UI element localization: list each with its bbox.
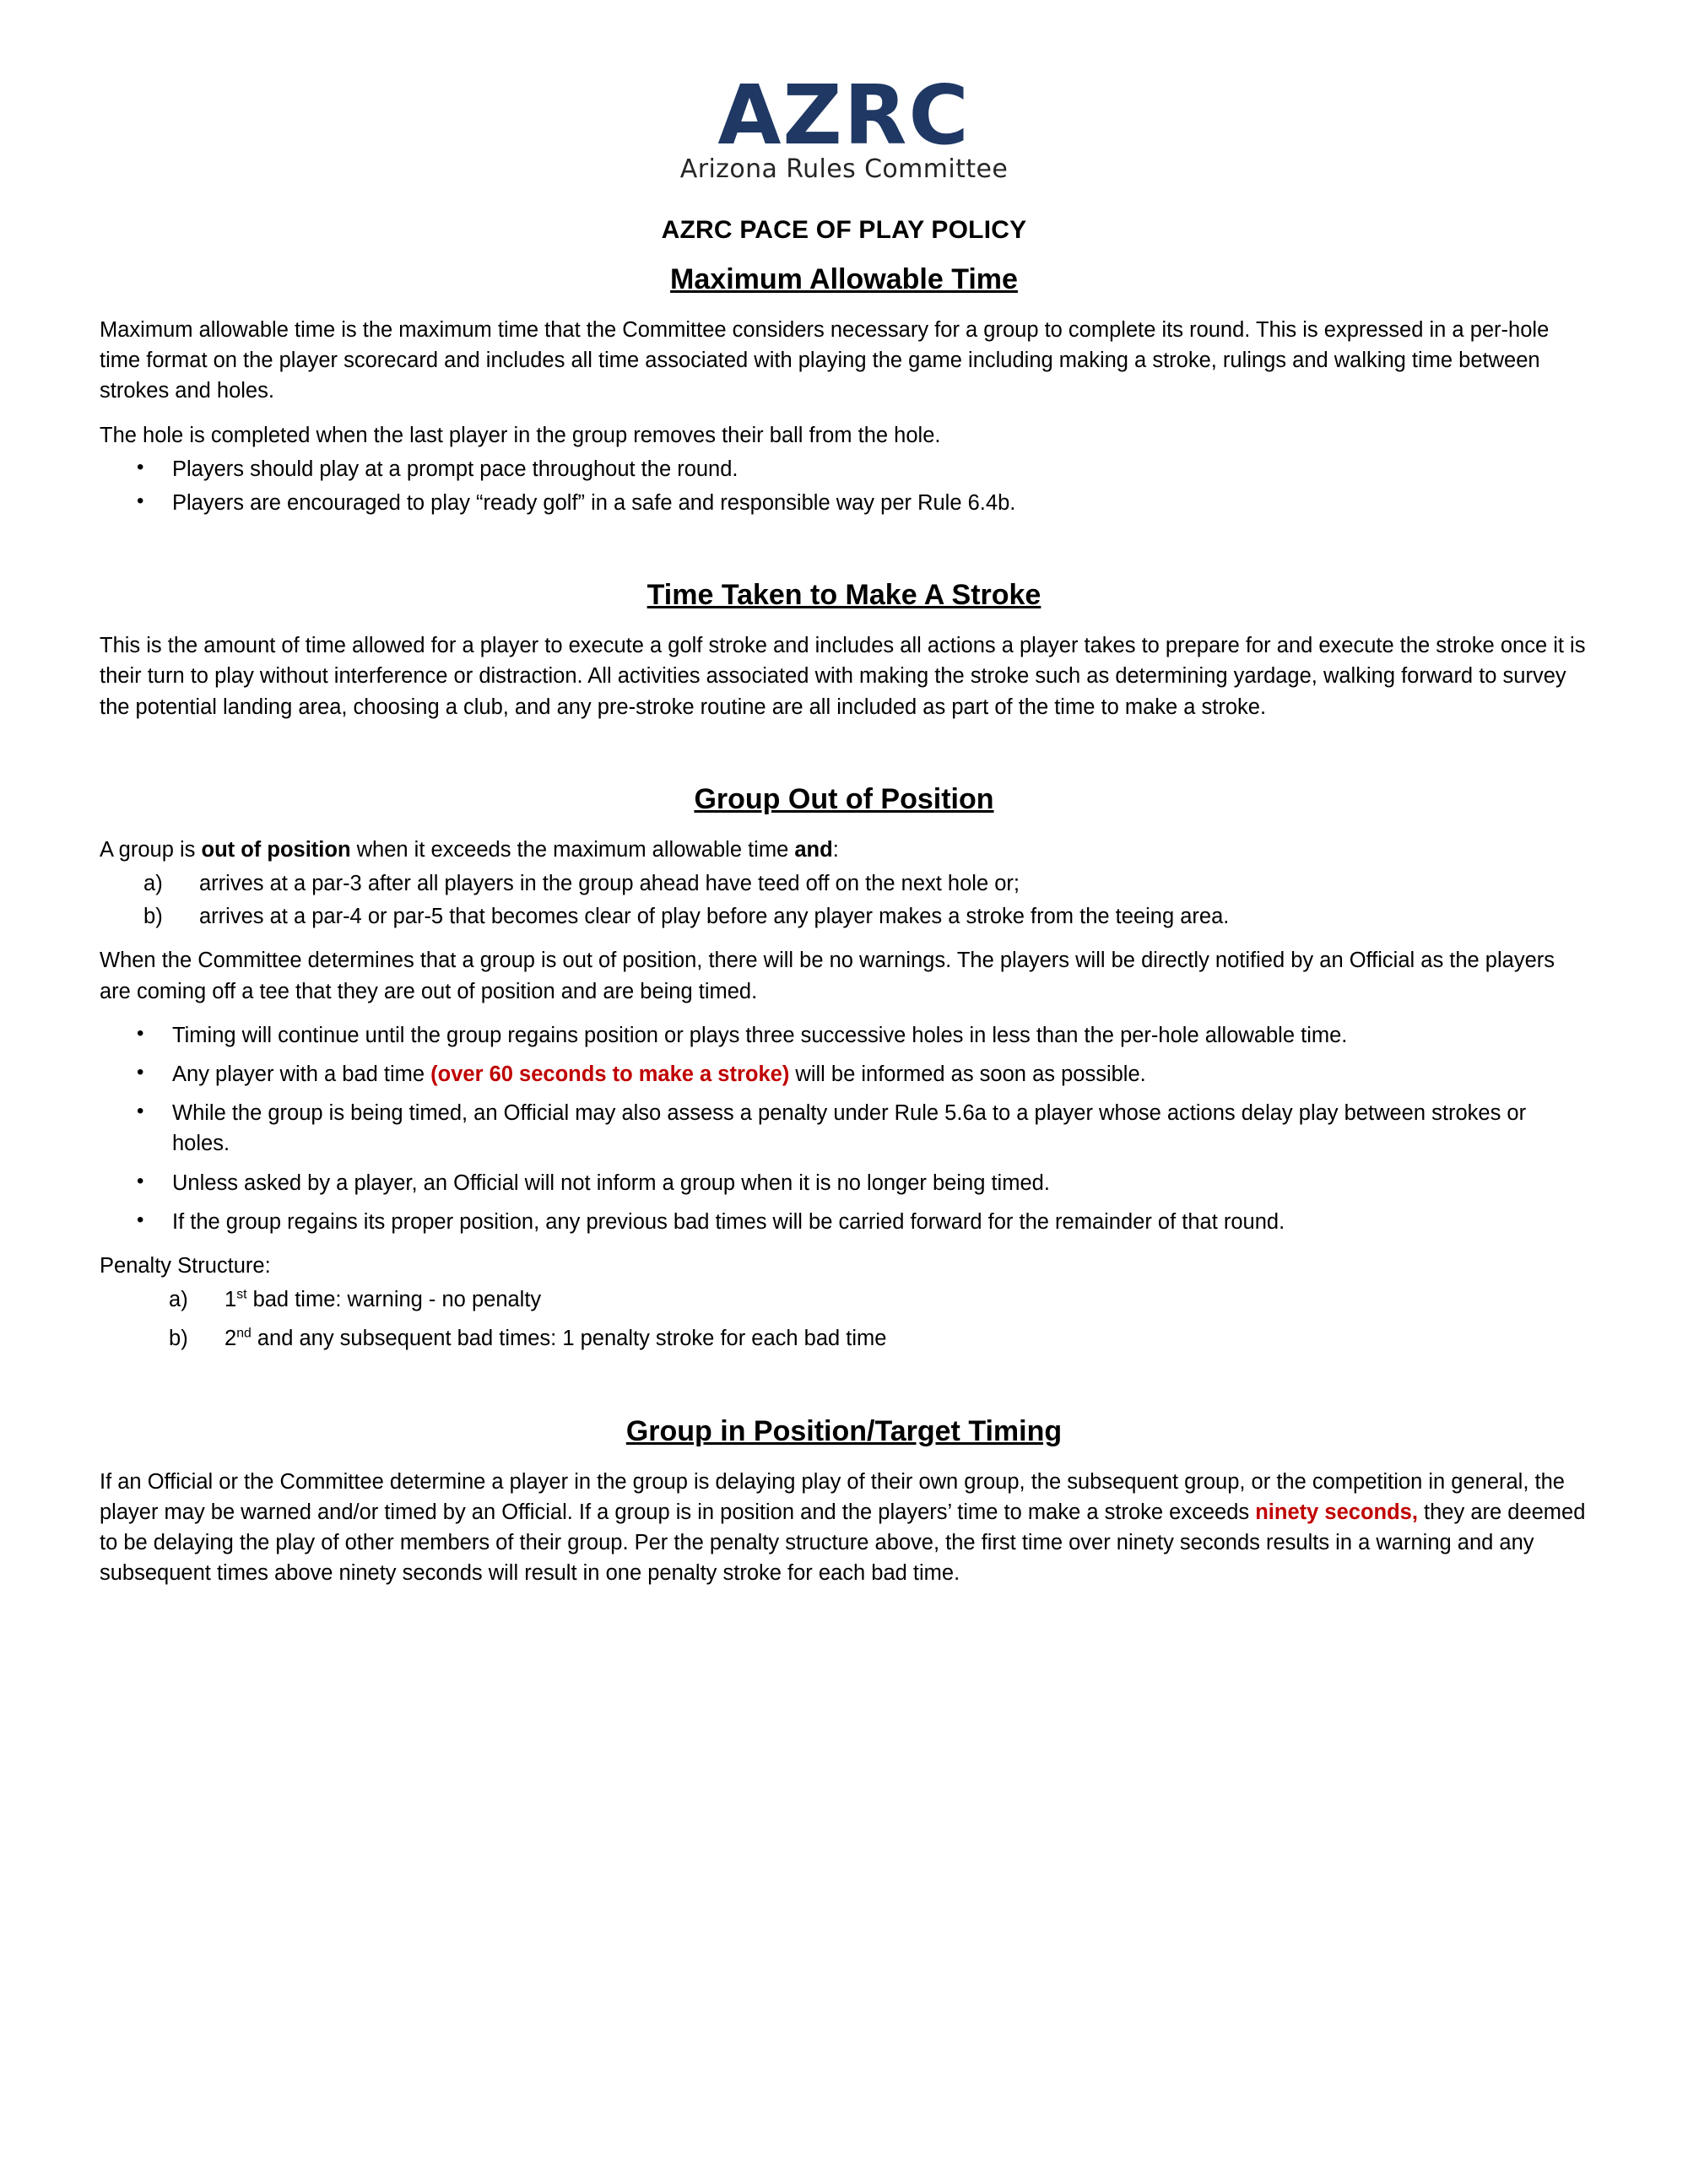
spacer xyxy=(100,1368,1588,1415)
intro-mid: when it exceeds the maximum allowable time xyxy=(350,837,795,862)
list-max-time-bullets xyxy=(100,454,1588,518)
section-heading-group-in-position-target-timing: Group in Position/Target Timing xyxy=(625,1414,1063,1447)
paragraph-out-of-position-intro xyxy=(100,835,1588,865)
bad-time-red-text: (over 60 seconds to make a stroke) xyxy=(430,1062,790,1086)
list-item xyxy=(225,1284,1588,1315)
list-penalty-structure xyxy=(100,1284,1588,1354)
list-out-of-position-conditions xyxy=(100,868,1588,932)
logo-acronym: AZRC xyxy=(717,68,971,163)
penalty-number: 2 xyxy=(225,1327,237,1351)
list-item: • Players are encouraged to play “ready golf” in a safe and responsible way per Rule 6.4b. xyxy=(172,488,1588,518)
paragraph-no-warnings: When the Committee determines that a group is out of position, there will be no warnings. The players will be directly notified by an Official as the players are coming off a tee that they are out of position and are being timed. xyxy=(100,949,1555,1003)
section-heading-maximum-allowable-time: Maximum Allowable Time xyxy=(670,262,1018,295)
intro-prefix: A group is xyxy=(100,837,202,862)
target-timing-prefix: If an Official or the Committee determine a player in the group is delaying play of their own group, the subsequent group, or the competition in general, the player may be warned and/or timed by an Official. If a group is in position and the players’ time to make a stroke exceeds xyxy=(100,1469,1565,1524)
penalty-ordinal-suffix: st xyxy=(236,1287,247,1302)
intro-bold-and: and xyxy=(794,837,833,862)
azrc-logo xyxy=(100,68,1588,184)
list-item: • If the group regains its proper position, any previous bad times will be carried forward for the remainder of that round. xyxy=(172,1207,1588,1237)
list-timing-rules xyxy=(100,1020,1588,1237)
penalty-text: and any subsequent bad times: 1 penalty stroke for each bad time xyxy=(251,1327,887,1351)
list-item: • Players should play at a prompt pace throughout the round. xyxy=(172,454,1588,484)
target-timing-suffix: they are deemed to be delaying the play of other members of their group. Per the penalty structure above, the first time over ninety seconds results in a warning and any subsequent times above ninety seconds will result in one penalty stroke for each bad time. xyxy=(100,1500,1586,1586)
list-item: arrives at a par-4 or par-5 that becomes clear of play before any player makes a stroke from the teeing area. xyxy=(199,905,1230,929)
list-item: • Unless asked by a player, an Official will not inform a group when it is no longer being timed. xyxy=(172,1168,1588,1198)
paragraph-hole-completed: The hole is completed when the last player in the group removes their ball from the hole. xyxy=(100,423,941,447)
penalty-ordinal-suffix: nd xyxy=(236,1326,252,1341)
list-item-bad-time xyxy=(172,1059,1588,1089)
section-heading-time-taken-to-make-a-stroke: Time Taken to Make A Stroke xyxy=(647,579,1041,612)
paragraph-target-timing xyxy=(100,1467,1588,1589)
bad-time-prefix: Any player with a bad time xyxy=(172,1062,431,1086)
paragraph-stroke-time-definition: This is the amount of time allowed for a player to execute a golf stroke and includes all actions a player takes to prepare for and execute the stroke once it is their turn to play without interference or distraction. All activities associated with making the stroke such as determining yardage, walking forward to survey the potential landing area, choosing a club, and any pre-stroke routine are all included as part of the time to make a stroke. xyxy=(100,634,1586,719)
penalty-text: bad time: warning - no penalty xyxy=(246,1288,542,1312)
spacer xyxy=(100,532,1588,579)
logo-subtitle: Arizona Rules Committee xyxy=(679,154,1009,184)
list-item: • While the group is being timed, an Official may also assess a penalty under Rule 5.6a to a player whose actions delay play between strokes or holes. xyxy=(172,1098,1588,1159)
spacer xyxy=(100,736,1588,783)
section-heading-group-out-of-position: Group Out of Position xyxy=(694,782,994,815)
intro-bold-out-of-position: out of position xyxy=(201,837,351,862)
target-timing-red-text: ninety seconds, xyxy=(1255,1500,1418,1524)
paragraph-max-time-definition: Maximum allowable time is the maximum time that the Committee considers necessary for a group to complete its round. This is expressed in a per-hole time format on the player scorecard and includes all time associated with playing the game including making a stroke, rulings and walking time between strokes and holes. xyxy=(100,317,1550,403)
penalty-number: 1 xyxy=(225,1288,237,1312)
bad-time-suffix: will be informed as soon as possible. xyxy=(789,1062,1146,1086)
list-item xyxy=(225,1323,1588,1354)
intro-suffix: : xyxy=(832,837,839,862)
label-penalty-structure: Penalty Structure: xyxy=(100,1254,271,1278)
list-item: arrives at a par-3 after all players in the group ahead have teed off on the next hole or; xyxy=(199,871,1020,895)
list-item: • Timing will continue until the group regains position or plays three successive holes in less than the per-hole allowable time. xyxy=(172,1020,1588,1051)
page-title: AZRC PACE OF PLAY POLICY xyxy=(661,215,1027,244)
